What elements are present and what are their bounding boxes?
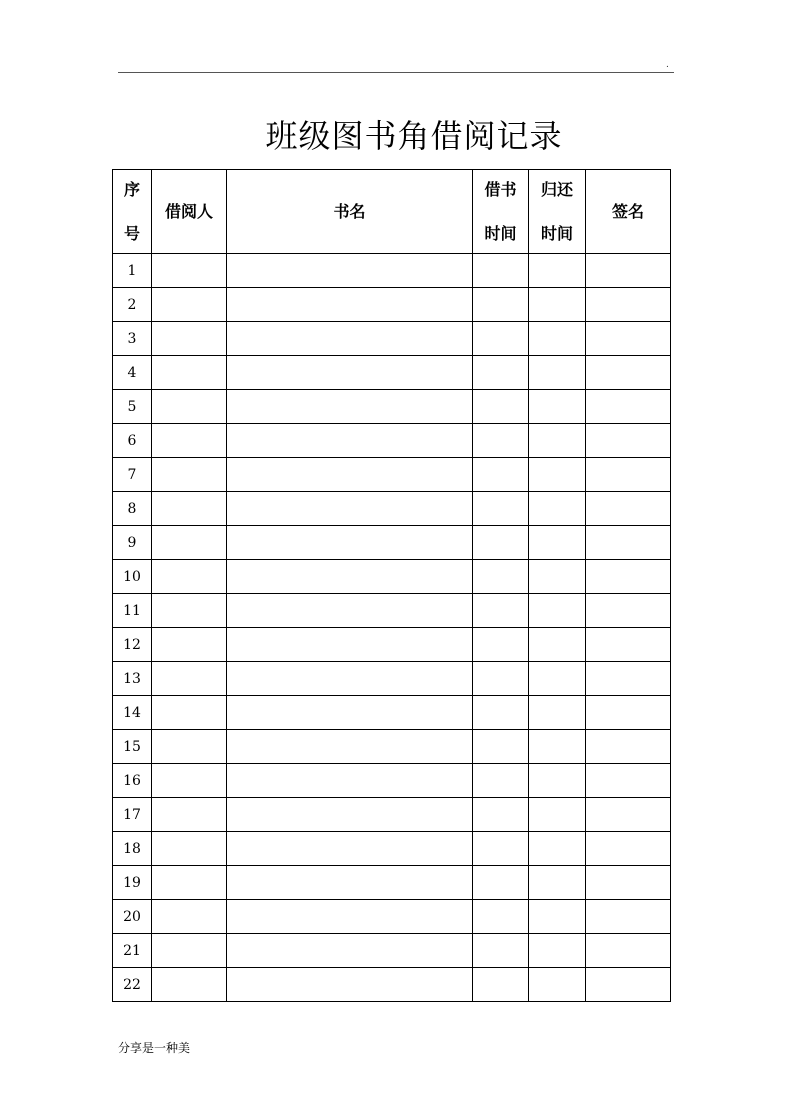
signature-cell[interactable] <box>586 662 671 696</box>
signature-cell[interactable] <box>586 424 671 458</box>
signature-cell[interactable] <box>586 900 671 934</box>
column-header-seq <box>113 170 152 254</box>
table-row <box>113 526 671 560</box>
return-time-cell[interactable] <box>529 560 586 594</box>
borrow-time-cell[interactable] <box>473 526 529 560</box>
row-number: 21 <box>113 934 152 968</box>
borrow-time-cell[interactable] <box>473 764 529 798</box>
return-time-cell[interactable] <box>529 458 586 492</box>
return-time-cell[interactable] <box>529 526 586 560</box>
table-row <box>113 322 671 356</box>
table-row <box>113 492 671 526</box>
table-row <box>113 594 671 628</box>
borrower-cell[interactable] <box>152 832 227 866</box>
book-name-cell[interactable] <box>227 730 473 764</box>
row-number: 10 <box>113 560 152 594</box>
return-time-cell[interactable] <box>529 764 586 798</box>
signature-cell[interactable] <box>586 832 671 866</box>
borrow-time-cell[interactable] <box>473 798 529 832</box>
return-time-cell[interactable] <box>529 254 586 288</box>
table-row <box>113 356 671 390</box>
borrower-cell[interactable] <box>152 696 227 730</box>
book-name-cell[interactable] <box>227 560 473 594</box>
return-time-cell[interactable] <box>529 696 586 730</box>
borrow-time-cell[interactable] <box>473 832 529 866</box>
return-time-cell[interactable] <box>529 866 586 900</box>
borrow-time-header-line2: 时间 <box>484 223 517 243</box>
book-name-cell[interactable] <box>227 390 473 424</box>
borrower-cell[interactable] <box>152 356 227 390</box>
row-number: 19 <box>113 866 152 900</box>
row-number: 2 <box>113 288 152 322</box>
borrower-cell[interactable] <box>152 322 227 356</box>
return-time-cell[interactable] <box>529 356 586 390</box>
signature-cell[interactable] <box>586 934 671 968</box>
column-header-borrower: 借阅人 <box>152 170 227 254</box>
row-number: 16 <box>113 764 152 798</box>
return-time-cell[interactable] <box>529 934 586 968</box>
table-row <box>113 866 671 900</box>
return-time-cell[interactable] <box>529 798 586 832</box>
return-time-cell[interactable] <box>529 492 586 526</box>
row-number: 3 <box>113 322 152 356</box>
borrower-cell[interactable] <box>152 390 227 424</box>
table-row <box>113 696 671 730</box>
table-row <box>113 628 671 662</box>
book-name-cell[interactable] <box>227 764 473 798</box>
row-number: 14 <box>113 696 152 730</box>
return-time-header-line1: 归还 <box>540 179 573 199</box>
table-row <box>113 900 671 934</box>
borrow-time-cell[interactable] <box>473 730 529 764</box>
table-row <box>113 764 671 798</box>
table-row <box>113 730 671 764</box>
signature-cell[interactable] <box>586 968 671 1002</box>
book-name-cell[interactable] <box>227 288 473 322</box>
book-name-cell[interactable] <box>227 254 473 288</box>
book-name-cell[interactable] <box>227 968 473 1002</box>
borrower-cell[interactable] <box>152 730 227 764</box>
borrower-cell[interactable] <box>152 560 227 594</box>
seq-header-line1: 序 <box>123 179 140 199</box>
signature-cell[interactable] <box>586 390 671 424</box>
row-number: 6 <box>113 424 152 458</box>
table-body <box>113 254 671 1002</box>
book-name-cell[interactable] <box>227 662 473 696</box>
column-header-return-time <box>529 170 586 254</box>
header-rule <box>118 72 674 73</box>
table-row <box>113 288 671 322</box>
signature-cell[interactable] <box>586 866 671 900</box>
book-name-cell[interactable] <box>227 628 473 662</box>
return-time-cell[interactable] <box>529 832 586 866</box>
borrow-time-cell[interactable] <box>473 322 529 356</box>
book-name-cell[interactable] <box>227 458 473 492</box>
borrow-time-cell[interactable] <box>473 458 529 492</box>
signature-cell[interactable] <box>586 798 671 832</box>
signature-cell[interactable] <box>586 322 671 356</box>
book-name-cell[interactable] <box>227 424 473 458</box>
borrower-cell[interactable] <box>152 900 227 934</box>
return-time-cell[interactable] <box>529 288 586 322</box>
return-time-cell[interactable] <box>529 968 586 1002</box>
borrow-time-cell[interactable] <box>473 288 529 322</box>
return-time-header-line2: 时间 <box>540 223 573 243</box>
return-time-cell[interactable] <box>529 594 586 628</box>
book-name-cell[interactable] <box>227 492 473 526</box>
row-number: 1 <box>113 254 152 288</box>
signature-cell[interactable] <box>586 458 671 492</box>
borrow-time-cell[interactable] <box>473 254 529 288</box>
return-time-cell[interactable] <box>529 730 586 764</box>
page-title: 班级图书角借阅记录 <box>265 117 563 155</box>
row-number: 7 <box>113 458 152 492</box>
row-number: 9 <box>113 526 152 560</box>
book-name-cell[interactable] <box>227 526 473 560</box>
borrow-time-cell[interactable] <box>473 560 529 594</box>
signature-cell[interactable] <box>586 628 671 662</box>
return-time-cell[interactable] <box>529 390 586 424</box>
borrow-time-cell[interactable] <box>473 390 529 424</box>
borrow-record-table <box>112 169 671 1002</box>
seq-header-line2: 号 <box>123 223 140 243</box>
row-number: 4 <box>113 356 152 390</box>
borrower-cell[interactable] <box>152 424 227 458</box>
borrower-cell[interactable] <box>152 934 227 968</box>
borrower-cell[interactable] <box>152 594 227 628</box>
signature-cell[interactable] <box>586 594 671 628</box>
footer-text: 分享是一种美 <box>118 1041 191 1055</box>
row-number: 22 <box>113 968 152 1002</box>
borrower-cell[interactable] <box>152 458 227 492</box>
book-name-cell[interactable] <box>227 594 473 628</box>
borrow-time-cell[interactable] <box>473 696 529 730</box>
table-row <box>113 560 671 594</box>
table-row <box>113 458 671 492</box>
table-row <box>113 390 671 424</box>
row-number: 18 <box>113 832 152 866</box>
table-row <box>113 254 671 288</box>
borrower-cell[interactable] <box>152 254 227 288</box>
return-time-cell[interactable] <box>529 424 586 458</box>
borrow-time-cell[interactable] <box>473 594 529 628</box>
signature-cell[interactable] <box>586 492 671 526</box>
signature-cell[interactable] <box>586 356 671 390</box>
borrow-time-cell[interactable] <box>473 662 529 696</box>
borrow-time-cell[interactable] <box>473 628 529 662</box>
signature-cell[interactable] <box>586 526 671 560</box>
row-number: 11 <box>113 594 152 628</box>
table-row <box>113 424 671 458</box>
borrower-cell[interactable] <box>152 798 227 832</box>
row-number: 5 <box>113 390 152 424</box>
borrower-cell[interactable] <box>152 492 227 526</box>
return-time-cell[interactable] <box>529 900 586 934</box>
book-name-cell[interactable] <box>227 322 473 356</box>
borrow-time-cell[interactable] <box>473 900 529 934</box>
column-header-signature: 签名 <box>586 170 671 254</box>
table-row <box>113 832 671 866</box>
table-row <box>113 934 671 968</box>
signature-cell[interactable] <box>586 254 671 288</box>
row-number: 12 <box>113 628 152 662</box>
signature-cell[interactable] <box>586 696 671 730</box>
signature-cell[interactable] <box>586 288 671 322</box>
borrow-time-header-line1: 借书 <box>484 179 517 199</box>
return-time-cell[interactable] <box>529 662 586 696</box>
table-row <box>113 968 671 1002</box>
borrower-cell[interactable] <box>152 662 227 696</box>
borrow-time-cell[interactable] <box>473 968 529 1002</box>
column-header-book-name: 书名 <box>227 170 473 254</box>
signature-cell[interactable] <box>586 764 671 798</box>
row-number: 17 <box>113 798 152 832</box>
borrow-time-cell[interactable] <box>473 492 529 526</box>
row-number: 8 <box>113 492 152 526</box>
borrower-cell[interactable] <box>152 764 227 798</box>
book-name-cell[interactable] <box>227 934 473 968</box>
borrow-time-cell[interactable] <box>473 934 529 968</box>
book-name-cell[interactable] <box>227 900 473 934</box>
borrower-cell[interactable] <box>152 968 227 1002</box>
table-header-row <box>113 170 671 254</box>
signature-cell[interactable] <box>586 560 671 594</box>
table-row <box>113 662 671 696</box>
row-number: 15 <box>113 730 152 764</box>
borrow-time-cell[interactable] <box>473 424 529 458</box>
book-name-cell[interactable] <box>227 798 473 832</box>
return-time-cell[interactable] <box>529 628 586 662</box>
table-row <box>113 798 671 832</box>
column-header-borrow-time <box>473 170 529 254</box>
book-name-cell[interactable] <box>227 696 473 730</box>
header-mark: . <box>666 60 669 70</box>
borrower-cell[interactable] <box>152 866 227 900</box>
borrow-time-cell[interactable] <box>473 866 529 900</box>
row-number: 13 <box>113 662 152 696</box>
borrow-time-cell[interactable] <box>473 356 529 390</box>
book-name-cell[interactable] <box>227 356 473 390</box>
borrower-cell[interactable] <box>152 526 227 560</box>
book-name-cell[interactable] <box>227 866 473 900</box>
borrower-cell[interactable] <box>152 288 227 322</box>
borrower-cell[interactable] <box>152 628 227 662</box>
book-name-cell[interactable] <box>227 832 473 866</box>
row-number: 20 <box>113 900 152 934</box>
signature-cell[interactable] <box>586 730 671 764</box>
return-time-cell[interactable] <box>529 322 586 356</box>
